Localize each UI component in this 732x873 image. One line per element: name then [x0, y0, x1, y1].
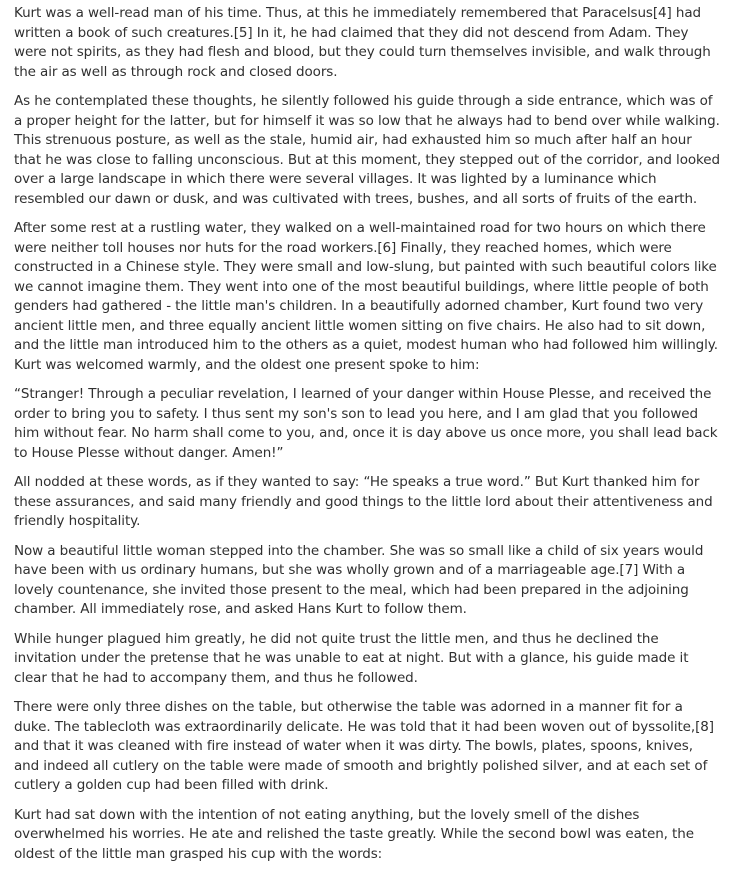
paragraph-8: There were only three dishes on the table, but otherwise the table was adorned in a manner fit for a duke. The tablecloth was extraordinarily delicate. He was told that it had been woven out of byssolite,[8] and that it was cleaned with fire instead of water when it was dirty. The bowls, plates, spoons, knives, and indeed all cutlery on the table were made of smooth and brightly polished silver, and at each set of cutlery a golden cup had been filled with drink. [14, 699, 714, 793]
paragraph-4: “Stranger! Through a peculiar revelation, I learned of your danger within House Plesse, and received the order to bring you to safety. I thus sent my son's son to lead you here, and I am glad that you followed him without fear. No harm shall come to you, and, once it is day above us once more, you shall lead back to House Plesse without danger. Amen!” [14, 386, 718, 461]
paragraph-2: As he contemplated these thoughts, he silently followed his guide through a side entrance, which was of a proper height for the latter, but for himself it was so low that he always had to bend over while walking. This strenuous posture, as well as the stale, humid air, had exhausted him so much after half an hour that he was close to falling unconscious. But at this moment, they stepped out of the corridor, and looked over a large landscape in which there were several villages. It was lighted by a luminance which resembled our dawn or dusk, and was cultivated with trees, bushes, and all sorts of fruits of the earth. [14, 93, 720, 207]
paragraph-7: While hunger plagued him greatly, he did not quite trust the little men, and thus he declined the invitation under the pretense that he was unable to eat at night. But with a glance, his guide made it clear that he had to accompany them, and thus he followed. [14, 630, 689, 686]
paragraph-9: Kurt had sat down with the intention of not eating anything, but the lovely smell of the dishes overwhelmed his worries. He ate and relished the taste greatly. While the second bowl was eaten, the oldest of the little man grasped his cup with the words: [14, 806, 694, 862]
paragraph-6: Now a beautiful little woman stepped into the chamber. She was so small like a child of six years would have been with us ordinary humans, but she was wholly grown and of a marriageable age.[7] With a lovely countenance, she invited those present to the meal, which had been prepared in the adjoining chamber. All immediately rose, and asked Hans Kurt to follow them. [14, 542, 704, 617]
paragraph-3: After some rest at a rustling water, they walked on a well-maintained road for two hours on which there were neither toll houses nor huts for the road workers.[6] Finally, they reached homes, which were constructed in a Chinese style. They were small and low-slung, but painted with such beautiful colors like we cannot imagine them. They went into one of the most beautiful buildings, where little people of both genders had gathered - the little man's children. In a beautifully adorned chamber, Kurt found two very ancient little men, and three equally ancient little women sitting on five chairs. He also had to sit down, and the little man introduced him to the others as a quiet, modest human who had followed him willingly. Kurt was welcomed warmly, and the oldest one present spoke to him: [14, 220, 718, 373]
paragraph-5: All nodded at these words, as if they wanted to say: “He speaks a true word.” But Kurt thanked him for these assurances, and said many friendly and good things to the little lord about their attentiveness and friendly hospitality. [14, 474, 713, 529]
paragraph-1: Kurt was a well-read man of his time. Thus, at this he immediately remembered that Paracelsus[4] had written a book of such creatures.[5] In it, he had claimed that they did not descend from Adam. They were not spirits, as they had flesh and blood, but they could turn themselves invisible, and walk through the air as well as through rock and closed doors. [14, 5, 711, 80]
